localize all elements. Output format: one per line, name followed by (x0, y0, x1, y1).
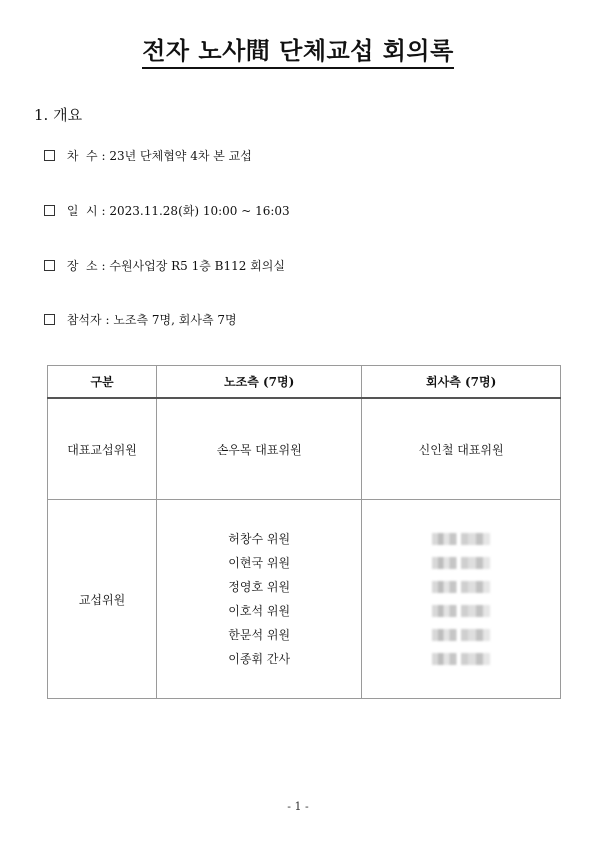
item-label: 장 소 (66, 259, 98, 273)
item-label: 차 수 (66, 149, 98, 163)
overview-item-datetime (44, 202, 290, 220)
section-heading (34, 104, 82, 126)
cell-company-representative: 신인철 대표위원 (362, 398, 561, 500)
table-row (48, 500, 561, 699)
union-member-name: 한문석 위원 (228, 628, 291, 642)
redacted-name (362, 527, 560, 551)
redacted-name (362, 551, 560, 575)
item-value: 노조측 7명, 회사측 7명 (113, 313, 237, 327)
overview-item-location (44, 257, 285, 275)
section-title: 개요 (53, 106, 83, 124)
cell-union-members (157, 500, 362, 699)
item-label: 일 시 (66, 204, 98, 218)
item-separator: : (101, 204, 106, 218)
checkbox-square-icon (44, 314, 55, 325)
redacted-name (362, 599, 560, 623)
cell-category: 대표교섭위원 (48, 398, 157, 500)
union-member-name: 허창수 위원 (228, 532, 291, 546)
table-header-row (48, 366, 561, 399)
cell-company-members-redacted (362, 500, 561, 699)
checkbox-square-icon (44, 260, 55, 271)
item-value: 23년 단체협약 4차 본 교섭 (109, 149, 252, 163)
union-member-name: 이현국 위원 (228, 556, 291, 570)
cell-union-representative: 손우목 대표위원 (157, 398, 362, 500)
header-category: 구분 (48, 366, 157, 399)
document-title (0, 36, 596, 69)
header-union: 노조측 (7명) (157, 366, 362, 399)
item-separator: : (101, 149, 106, 163)
section-number: 1. (34, 106, 49, 124)
item-label: 참석자 (66, 313, 102, 327)
item-separator: : (101, 259, 106, 273)
table-row (48, 398, 561, 500)
item-value: 2023.11.28(화) 10:00 ~ 16:03 (109, 204, 290, 218)
redacted-name (362, 575, 560, 599)
overview-item-attendees (44, 311, 237, 329)
redacted-name (362, 647, 560, 671)
header-company: 회사측 (7명) (362, 366, 561, 399)
union-member-name: 이종휘 간사 (228, 652, 291, 666)
checkbox-square-icon (44, 205, 55, 216)
checkbox-square-icon (44, 150, 55, 161)
overview-item-session (44, 147, 252, 165)
union-member-name: 이호석 위원 (228, 604, 291, 618)
item-value: 수원사업장 R5 1층 B112 회의실 (109, 259, 285, 273)
document-title-text: 전자 노사間 단체교섭 회의록 (142, 36, 454, 69)
union-member-name: 정영호 위원 (228, 580, 291, 594)
page-number: - 1 - (287, 800, 309, 813)
item-separator: : (105, 313, 110, 327)
redacted-name (362, 623, 560, 647)
attendee-table (47, 365, 561, 699)
cell-category: 교섭위원 (48, 500, 157, 699)
